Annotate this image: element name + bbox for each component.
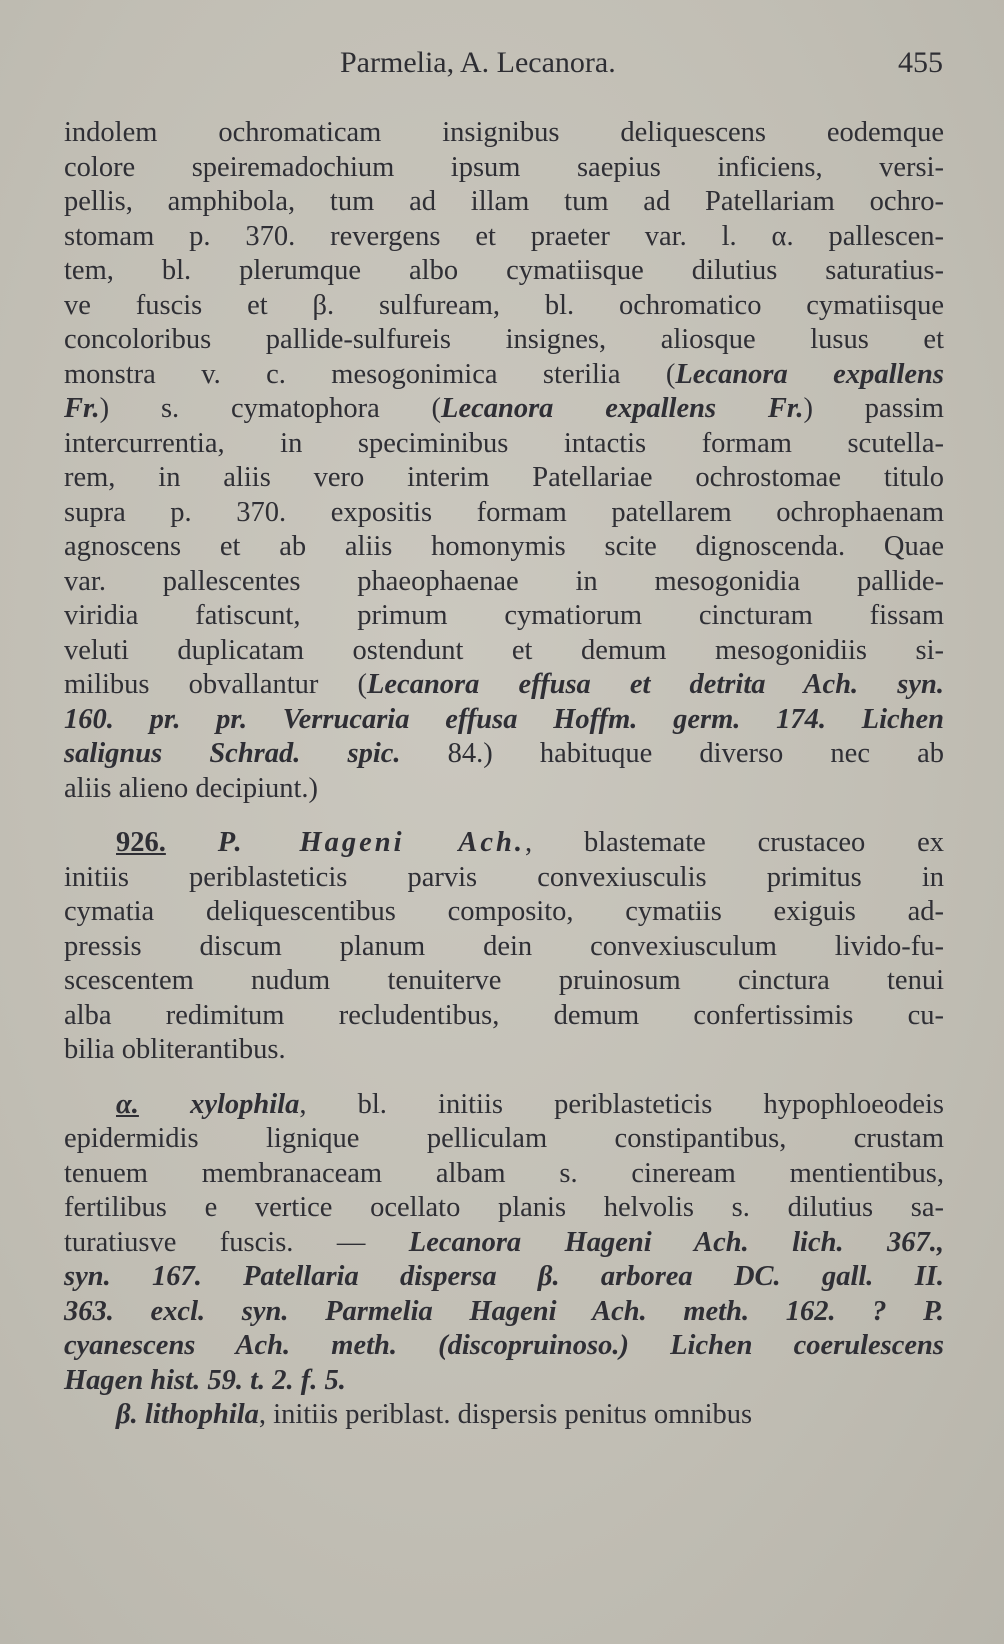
text-line: viridia fatiscunt, primum cymatiorum cincturam fissam (64, 600, 944, 631)
taxon-name: Lecanora expallens (675, 358, 945, 390)
text-line: pressis discum planum dein convexiusculum livido-fu- (64, 930, 944, 962)
text-line: 160. pr. pr. Verrucaria effusa Hoffm. germ. 174. Lichen (64, 703, 944, 735)
text-line (64, 1226, 944, 1261)
text-segment: turatiusve fuscis. — (64, 1226, 409, 1258)
text-line: Hagen hist. 59. t. 2. f. 5. (64, 1364, 346, 1396)
text-line: rem, in aliis vero interim Patellariae ochrostomae titulo (64, 462, 944, 493)
text-line: veluti duplicatam ostendunt et demum mesogonidiis si- (64, 634, 944, 666)
text-line: aliis alieno decipiunt.) (64, 772, 319, 804)
text-segment: , initiis periblast. dispersis penitus omnibus (258, 1399, 753, 1430)
paragraph-3 (64, 1088, 944, 1399)
text-line: pellis, amphibola, tum ad illam tum ad Patellariam ochro- (64, 186, 944, 217)
text-segment: ) s. cymatophora ( (99, 393, 442, 424)
text-line: ve fuscis et β. sulfuream, bl. ochromatico cymatiisque (64, 289, 944, 321)
taxon-name: Lecanora expallens Fr. (441, 393, 804, 424)
variety-label: β. (116, 1399, 138, 1430)
text-line: initiis periblasteticis parvis convexiusculis primitus in (64, 861, 944, 893)
body-text (64, 116, 944, 1433)
text-line (64, 737, 944, 772)
page-header (0, 46, 1004, 96)
variety-label: α. (116, 1088, 139, 1120)
text-segment: ) passim (803, 393, 944, 424)
text-line: bilia obliterantibus. (64, 1034, 286, 1065)
text-segment: , blastemate crustaceo ex (524, 827, 945, 858)
text-line: colore speiremadochium ipsum saepius inficiens, versi- (64, 151, 944, 183)
text-line: cyanescens Ach. meth. (discopruinoso.) Lichen coerulescens (64, 1330, 944, 1361)
text-line: syn. 167. Patellaria dispersa β. arborea DC. gall. II. (64, 1261, 944, 1292)
page-number: 455 (898, 46, 943, 79)
variety-name: xylophila (190, 1088, 300, 1120)
text-line: var. pallescentes phaeophaenae in mesogonidia pallide- (64, 565, 944, 597)
text-line: tem, bl. plerumque albo cymatiisque dilutius saturatius- (64, 255, 944, 286)
text-line: intercurrentia, in speciminibus intactis formam scutella- (64, 427, 944, 459)
text-line: stomam p. 370. revergens et praeter var. l. α. pallescen- (64, 220, 944, 252)
author-abbrev: Fr. (64, 393, 100, 424)
text-segment: milibus obvallantur ( (64, 669, 367, 700)
text-line (64, 1398, 944, 1433)
citation: Lecanora Hageni Ach. lich. 367., (408, 1226, 944, 1258)
text-line: cymatia deliquescentibus composito, cymatiis exiguis ad- (64, 896, 944, 927)
paragraph-1 (64, 116, 944, 806)
text-line (64, 668, 944, 703)
text-line: epidermidis lignique pelliculam constipantibus, crustam (64, 1123, 944, 1154)
species-number: 926. (116, 827, 166, 858)
citation: Lecanora effusa et detrita Ach. syn. (366, 669, 944, 700)
text-line: 363. excl. syn. Parmelia Hageni Ach. meth. 162. ? P. (64, 1295, 944, 1327)
text-line (64, 358, 944, 393)
species-name: P. Hageni Ach. (217, 827, 525, 858)
text-line: indolem ochromaticam insignibus deliquescens eodemque (64, 117, 944, 148)
text-line: tenuem membranaceam albam s. cineream mentientibus, (64, 1157, 944, 1189)
text-line: scescentem nudum tenuiterve pruinosum cinctura tenui (64, 965, 944, 996)
paragraph-4 (64, 1398, 944, 1433)
text-line (64, 1088, 944, 1123)
text-line (64, 826, 944, 861)
text-segment: 84.) habituque diverso nec ab (400, 738, 944, 769)
text-line: fertilibus e vertice ocellato planis helvolis s. dilutius sa- (64, 1192, 944, 1223)
text-line: supra p. 370. expositis formam patellarem ochrophaenam (64, 496, 944, 528)
text-segment: monstra v. c. mesogonimica sterilia ( (64, 358, 676, 390)
running-title: Parmelia, A. Lecanora. (340, 46, 616, 79)
citation: salignus Schrad. spic. (64, 738, 401, 769)
text-line (64, 392, 944, 427)
text-segment: , bl. initiis periblasteticis hypophloeodeis (299, 1088, 945, 1120)
text-line: concoloribus pallide-sulfureis insignes, aliosque lusus et (64, 324, 944, 355)
text-line: agnoscens et ab aliis homonymis scite dignoscenda. Quae (64, 531, 944, 562)
variety-name: lithophila (144, 1399, 259, 1430)
text-line: alba redimitum recludentibus, demum confertissimis cu- (64, 999, 944, 1031)
paragraph-2 (64, 826, 944, 1068)
